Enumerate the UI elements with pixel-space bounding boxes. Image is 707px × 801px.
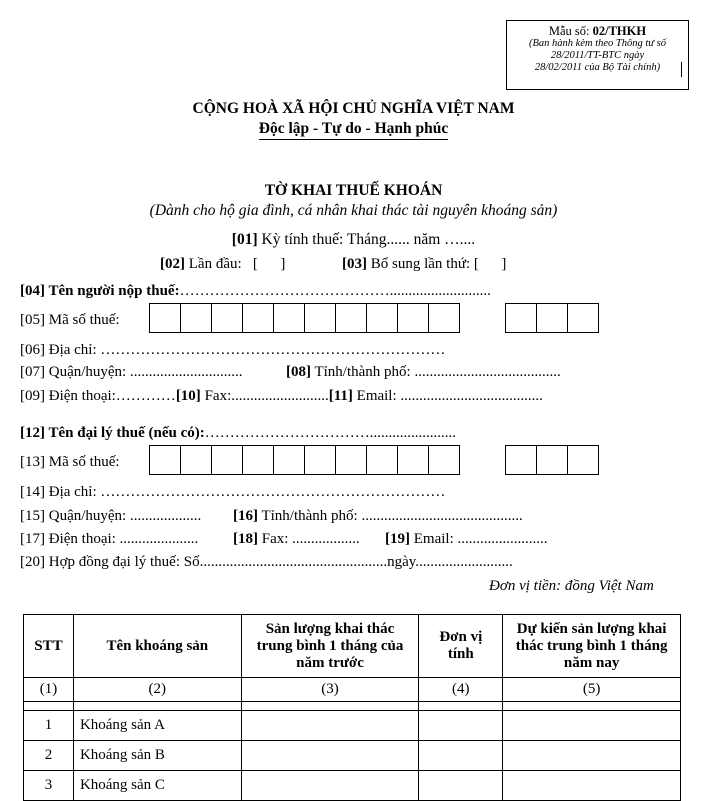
digit-box[interactable] — [149, 445, 181, 475]
tax-period-text: Kỳ tính thuế: Tháng...... năm ….... — [257, 231, 476, 248]
digit-box[interactable] — [366, 303, 398, 333]
taxpayer-name-label: [04] Tên người nộp thuế: — [20, 283, 180, 299]
agent-name-label: [12] Tên đại lý thuế (nếu có): — [20, 425, 205, 441]
supplement-text: Bổ sung lần thứ: [ ] — [367, 256, 507, 272]
digit-box[interactable] — [180, 303, 212, 333]
row-unit-cell[interactable] — [419, 771, 503, 801]
spacer-cell — [241, 702, 419, 711]
column-number: (4) — [419, 678, 503, 702]
issued-line-3: 28/02/2011 của Bộ Tài chính) — [534, 62, 661, 73]
header-stt: STT — [24, 615, 74, 678]
spacer-row — [24, 702, 681, 711]
form-code: 02/THKH — [592, 24, 647, 38]
header-expected-output: Dự kiến sản lượng khai thác trung bình 1 tháng năm nay — [503, 615, 681, 678]
header-unit: Đơn vị tính — [419, 615, 503, 678]
tax-period — [0, 231, 707, 249]
digit-box[interactable] — [273, 303, 305, 333]
digit-box[interactable] — [428, 303, 460, 333]
digit-box[interactable] — [149, 303, 181, 333]
first-declaration-text: Lần đầu: [ ] — [185, 256, 286, 272]
country-name: CỘNG HOÀ XÃ HỘI CHỦ NGHĨA VIỆT NAM — [192, 100, 515, 117]
taxpayer-district-line[interactable]: [07] Quận/huyện: .............................. — [20, 364, 243, 380]
currency-note: Đơn vị tiền: đồng Việt Nam — [489, 578, 654, 594]
spacer-cell — [419, 702, 503, 711]
digit-box[interactable] — [397, 445, 429, 475]
row-expected-output-cell[interactable] — [503, 741, 681, 771]
motto: Độc lập - Tự do - Hạnh phúc — [259, 120, 448, 140]
agent-province-code: [16] — [233, 508, 258, 524]
agent-contract-line[interactable]: [20] Hợp đồng đại lý thuế: Số..................................................ngày.......................... — [20, 554, 513, 570]
header-prev-output: Sản lượng khai thác trung bình 1 tháng của năm trước — [241, 615, 419, 678]
spacer-cell — [503, 702, 681, 711]
column-number: (3) — [241, 678, 419, 702]
row-stt: 3 — [24, 771, 74, 801]
row-mineral-name: Khoáng sản C — [73, 771, 241, 801]
taxpayer-contact-line[interactable] — [20, 388, 543, 405]
taxpayer-name-line — [20, 283, 491, 300]
row-prev-output-cell[interactable] — [241, 741, 419, 771]
first-declaration-code: [02] — [160, 256, 185, 272]
agent-name-line — [20, 425, 456, 442]
taxpayer-tax-id-boxes[interactable] — [150, 303, 460, 333]
minerals-table — [23, 614, 681, 801]
digit-box[interactable] — [567, 445, 599, 475]
digit-box[interactable] — [536, 303, 568, 333]
row-prev-output-cell[interactable] — [241, 771, 419, 801]
agent-address-line[interactable]: [14] Địa chỉ: …………………………………………………………… — [20, 484, 446, 500]
taxpayer-province-text: Tỉnh/thành phố: ....................................... — [311, 364, 561, 380]
taxpayer-email[interactable]: Email: ...................................... — [352, 388, 543, 404]
row-prev-output-cell[interactable] — [241, 711, 419, 741]
form-title: TỜ KHAI THUẾ KHOÁN — [264, 182, 443, 199]
header-mineral-name: Tên khoáng sản — [73, 615, 241, 678]
digit-box[interactable] — [567, 303, 599, 333]
agent-email-text: Email: ........................ — [410, 531, 548, 547]
digit-box[interactable] — [242, 445, 274, 475]
table-row — [24, 711, 681, 741]
taxpayer-branch-boxes[interactable] — [506, 303, 599, 333]
text-cursor — [681, 62, 682, 77]
digit-box[interactable] — [211, 303, 243, 333]
agent-province-text: Tỉnh/thành phố: ........................................... — [258, 508, 523, 524]
agent-fax-code: [18] — [233, 531, 258, 547]
row-stt: 1 — [24, 711, 74, 741]
taxpayer-address-line[interactable]: [06] Địa chỉ: …………………………………………………………… — [20, 342, 446, 358]
agent-tax-id-boxes[interactable] — [150, 445, 460, 475]
supplement-declaration[interactable] — [342, 256, 506, 273]
spacer-cell — [24, 702, 74, 711]
digit-box[interactable] — [304, 445, 336, 475]
row-mineral-name: Khoáng sản A — [73, 711, 241, 741]
digit-box[interactable] — [428, 445, 460, 475]
supplement-code: [03] — [342, 256, 367, 272]
taxpayer-tax-id-label: [05] Mã số thuế: — [20, 312, 120, 328]
digit-box[interactable] — [505, 445, 537, 475]
spacer-cell — [73, 702, 241, 711]
agent-tax-id-label: [13] Mã số thuế: — [20, 454, 120, 470]
row-unit-cell[interactable] — [419, 741, 503, 771]
agent-district-line[interactable]: [15] Quận/huyện: ................... — [20, 508, 202, 524]
column-number-row — [24, 678, 681, 702]
agent-fax-line[interactable] — [233, 531, 360, 548]
digit-box[interactable] — [211, 445, 243, 475]
taxpayer-fax-code: [10] — [175, 388, 201, 404]
agent-fax-text: Fax: .................. — [258, 531, 360, 547]
form-code-line — [507, 25, 688, 38]
row-unit-cell[interactable] — [419, 711, 503, 741]
motto-wrap — [0, 120, 707, 140]
taxpayer-province-line[interactable] — [286, 364, 561, 381]
taxpayer-phone[interactable]: [09] Điện thoại:………… — [20, 388, 176, 404]
row-stt: 2 — [24, 741, 74, 771]
agent-phone-line[interactable]: [17] Điện thoại: ..................... — [20, 531, 199, 547]
digit-box[interactable] — [273, 445, 305, 475]
issued-line-2: 28/2011/TT-BTC ngày — [550, 50, 645, 61]
tax-period-code: [01] — [231, 231, 258, 248]
agent-province-line[interactable] — [233, 508, 523, 525]
form-code-box — [506, 20, 689, 90]
agent-email-code: [19] — [385, 531, 410, 547]
agent-branch-boxes[interactable] — [506, 445, 599, 475]
digit-box[interactable] — [335, 445, 367, 475]
digit-box[interactable] — [180, 445, 212, 475]
form-subtitle: (Dành cho hộ gia đình, cá nhân khai thác tài nguyên khoáng sản) — [149, 202, 558, 219]
digit-box[interactable] — [304, 303, 336, 333]
column-number: (1) — [24, 678, 74, 702]
taxpayer-email-code: [11] — [328, 388, 353, 404]
column-number: (2) — [73, 678, 241, 702]
agent-email-line[interactable] — [385, 531, 548, 548]
issued-line-1: (Ban hành kèm theo Thông tư số — [529, 38, 666, 49]
digit-box[interactable] — [335, 303, 367, 333]
agent-name-field[interactable]: ……………………………....................... — [204, 425, 456, 441]
row-expected-output-cell[interactable] — [503, 711, 681, 741]
row-mineral-name: Khoáng sản B — [73, 741, 241, 771]
digit-box[interactable] — [366, 445, 398, 475]
digit-box[interactable] — [536, 445, 568, 475]
taxpayer-name-field[interactable]: ……………………………………........................... — [179, 283, 491, 299]
row-expected-output-cell[interactable] — [503, 771, 681, 801]
first-declaration[interactable] — [160, 256, 285, 273]
table-row — [24, 771, 681, 801]
digit-box[interactable] — [505, 303, 537, 333]
digit-box[interactable] — [397, 303, 429, 333]
table-row — [24, 741, 681, 771]
digit-box[interactable] — [242, 303, 274, 333]
taxpayer-province-code: [08] — [286, 364, 311, 380]
column-number: (5) — [503, 678, 681, 702]
form-code-label: Mẫu số: — [548, 24, 593, 38]
table-header-row — [24, 615, 681, 678]
taxpayer-fax[interactable]: Fax:.......................... — [200, 388, 329, 404]
